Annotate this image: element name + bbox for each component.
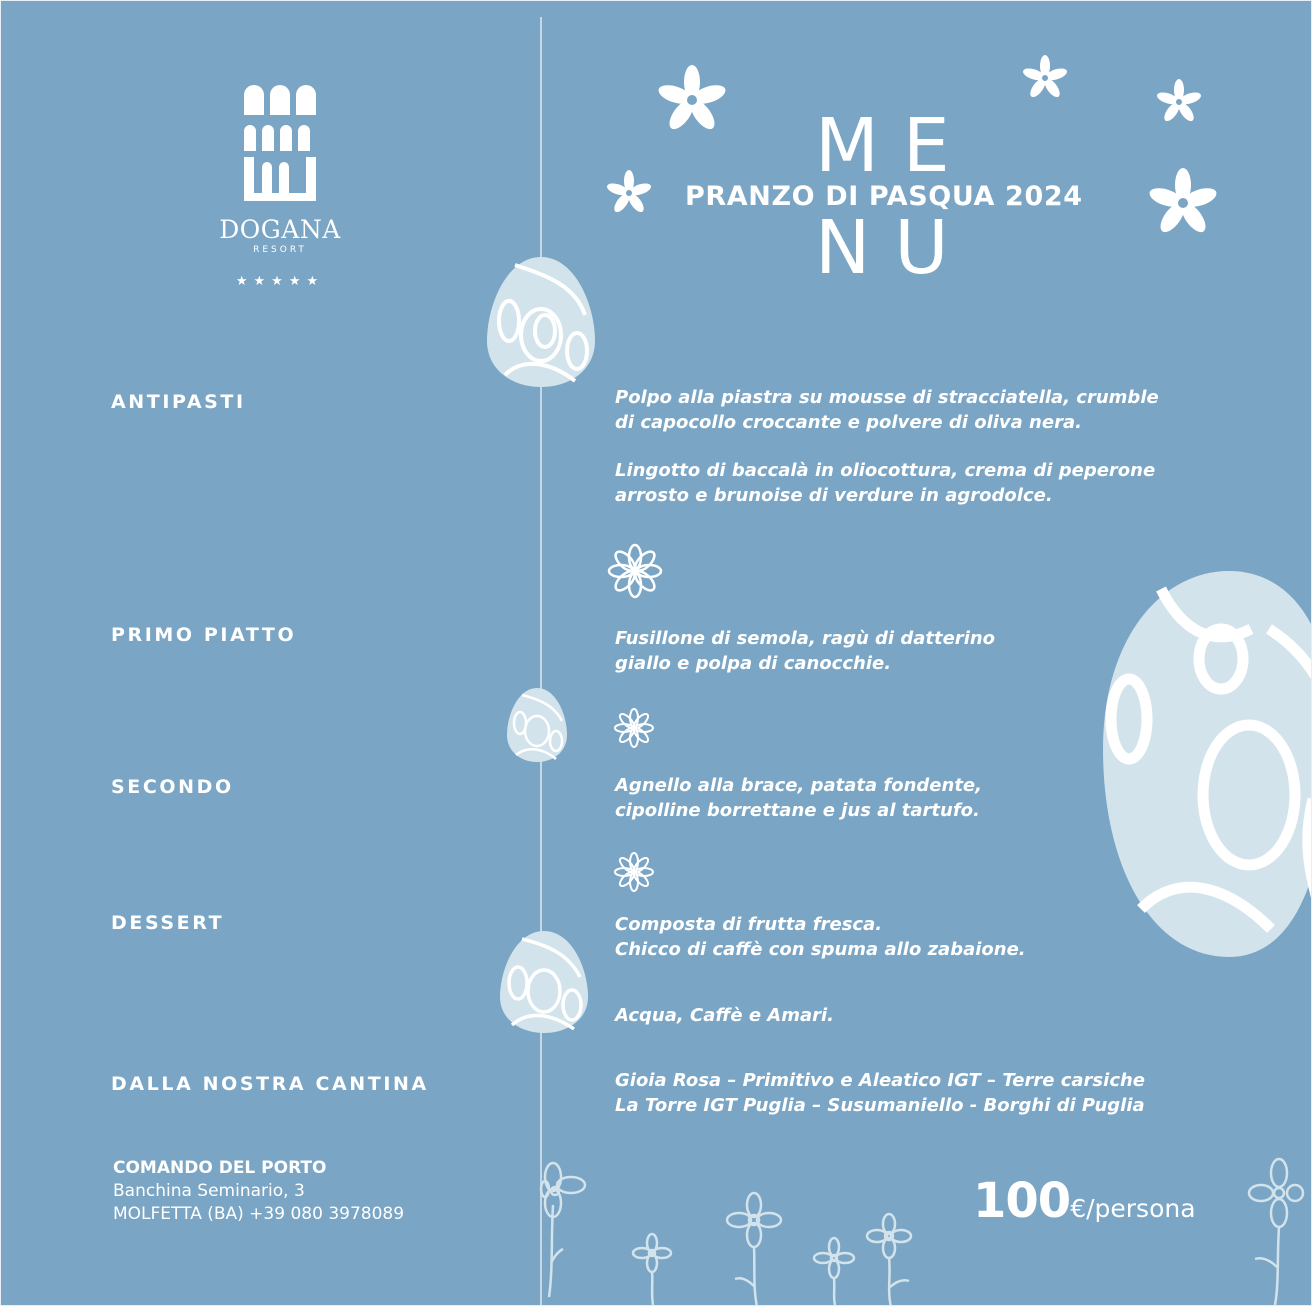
- menu-title-bottom: NU: [815, 205, 973, 291]
- event-subtitle: PRANZO DI PASQUA 2024: [685, 181, 1083, 212]
- flower-stem-icon: [627, 1233, 677, 1305]
- flower-icon: [613, 851, 655, 893]
- category-antipasti: ANTIPASTI: [111, 391, 246, 413]
- flower-stem-icon: [861, 1213, 917, 1306]
- dish-description: Composta di frutta fresca. Chicco di caffè con spuma allo zabaione.: [615, 914, 1026, 960]
- price-amount: 100: [973, 1173, 1071, 1229]
- flower-icon: [1147, 167, 1219, 239]
- dish-description: Agnello alla brace, patata fondente, cipolline borrettane e jus al tartufo.: [615, 775, 982, 821]
- flower-icon: [605, 541, 665, 601]
- flower-stem-icon: [539, 1159, 591, 1299]
- flower-icon: [605, 169, 653, 217]
- address-street: Banchina Seminario, 3: [113, 1181, 305, 1201]
- easter-egg-icon: [485, 255, 597, 389]
- category-cantina: DALLA NOSTRA CANTINA: [111, 1073, 429, 1095]
- price: [973, 1173, 1196, 1229]
- category-primo-piatto: PRIMO PIATTO: [111, 624, 297, 646]
- category-secondo: SECONDO: [111, 776, 234, 798]
- logo-stars: ★★★★★: [235, 274, 325, 289]
- logo-name: DOGANA: [219, 215, 341, 244]
- address-city-phone: MOLFETTA (BA) +39 080 3978089: [113, 1204, 405, 1224]
- easter-egg-icon: [1101, 569, 1312, 959]
- flower-icon: [1155, 78, 1203, 126]
- flower-stem-icon: [1249, 1157, 1303, 1305]
- dish-description: Acqua, Caffè e Amari.: [615, 1005, 835, 1026]
- center-divider-line: [540, 17, 542, 1306]
- price-unit: €/persona: [1070, 1194, 1196, 1223]
- flower-stem-icon: [807, 1237, 861, 1305]
- flower-icon: [655, 63, 729, 137]
- flower-icon: [1021, 54, 1069, 102]
- restaurant-address: [113, 1157, 404, 1226]
- dish-description: Fusillone di semola, ragù di datterino giallo e polpa di canocchie.: [615, 628, 996, 674]
- dish-description: Lingotto di baccalà in oliocottura, crema di peperone arrosto e brunoise di verdure in agrodolce.: [615, 460, 1156, 506]
- menu-title-top: ME: [815, 103, 974, 189]
- flower-stem-icon: [721, 1191, 787, 1306]
- wine-description: Gioia Rosa – Primitivo e Aleatico IGT – Terre carsiche La Torre IGT Puglia – Susumaniello - Borghi di Puglia: [615, 1070, 1146, 1116]
- dish-description: Polpo alla piastra su mousse di stracciatella, crumble di capocollo croccante e polvere di oliva nera.: [615, 387, 1159, 433]
- logo-subtitle: RESORT: [253, 245, 307, 255]
- easter-egg-icon: [506, 687, 568, 763]
- building-windows-icon: [242, 85, 320, 203]
- flower-icon: [613, 707, 655, 749]
- easter-egg-icon: [498, 929, 590, 1035]
- category-dessert: DESSERT: [111, 912, 225, 934]
- restaurant-name: COMANDO DEL PORTO: [113, 1158, 327, 1178]
